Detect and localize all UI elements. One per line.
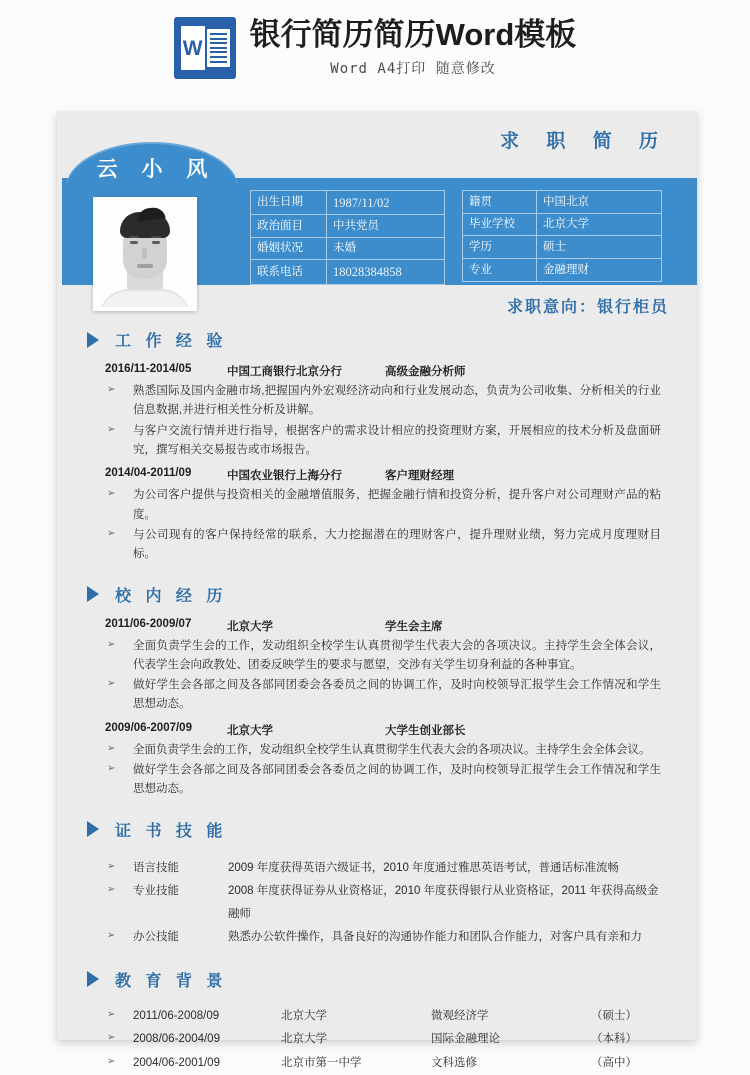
entry-date: 2016/11-2014/05 (105, 363, 192, 375)
info-row (251, 237, 445, 260)
resume-page (57, 112, 697, 1069)
section-title-campus: 校 内 经 历 (115, 587, 228, 605)
education-school: 北京大学 (281, 1009, 327, 1022)
info-row (463, 191, 662, 214)
triangle-icon (87, 821, 99, 837)
skill-description: 2009 年度获得英语六级证书，2010 年度通过雅思英语考试，普通话标准流畅 (228, 861, 620, 874)
entry-date: 2011/06-2009/07 (105, 617, 192, 630)
skill-description: 2008 年度获得证券从业资格证，2010 年度获得银行从业资格证，2011 年获得高级金融师 (228, 884, 659, 921)
info-row (251, 215, 445, 238)
section-campus-experience (57, 583, 697, 800)
entry-date: 2014/04-2011/09 (105, 467, 192, 480)
triangle-icon (87, 332, 99, 348)
education-row (105, 1028, 667, 1052)
education-major: 微观经济学 (431, 1009, 489, 1022)
info-label: 婚姻状况 (251, 237, 327, 260)
education-row-list (57, 1003, 697, 1075)
info-value: 中共党员 (327, 215, 445, 238)
entry-header (57, 467, 697, 483)
section-certificates-skills (57, 818, 697, 950)
entry-header (57, 618, 697, 634)
page-subtitle: Word A4打印 随意修改 (330, 60, 496, 77)
section-title-skills: 证 书 技 能 (115, 822, 228, 840)
bullet-item: ➢ 做好学生会各部之间及各部同团委会各委员之间的协调工作，及时向校领导汇报学生会工作情况和学生思想动态。 (105, 761, 661, 800)
skill-row (105, 857, 667, 880)
word-logo-letter-panel (181, 26, 205, 70)
entry-role: 大学生创业部长 (385, 724, 466, 737)
bullet-item: ➢ 与公司现有的客户保持经常的联系，大力挖掘潜在的理财客户，提升理财业绩，努力完成月度理财目标。 (105, 526, 661, 565)
page-title: 银行简历简历Word模板 (249, 17, 577, 53)
skill-name: ➢ 专业技能 (133, 884, 179, 897)
bullet-item: ➢ 熟悉国际及国内金融市场,把握国内外宏观经济动向和行业发展动态，负责为公司收集、分析相关的行业信息数据,并进行相关性分析及讲解。 (105, 382, 661, 421)
promo-title-block (250, 18, 577, 78)
section-header-work (57, 328, 697, 351)
education-school: 北京市第一中学 (281, 1056, 362, 1069)
info-value: 1987/11/02 (327, 191, 445, 215)
info-label: 学历 (463, 236, 537, 259)
education-school: 北京大学 (281, 1033, 327, 1046)
entry-bullet-list (57, 382, 697, 460)
word-logo-letter: W (182, 36, 203, 60)
skill-row (105, 926, 667, 949)
resume-header (57, 112, 697, 316)
info-value: 18028384858 (327, 260, 445, 284)
education-major: 国际金融理论 (431, 1033, 500, 1046)
info-row (251, 191, 445, 215)
info-label: 籍贯 (463, 191, 537, 214)
skill-description: 熟悉办公软件操作，具备良好的沟通协作能力和团队合作能力，对客户具有亲和力 (228, 931, 642, 944)
education-degree: （本科） (591, 1033, 637, 1046)
entry-bullet-list (57, 486, 697, 564)
personal-info-tables (57, 112, 697, 310)
bullet-item: ➢ 为公司客户提供与投资相关的金融增值服务，把握金融行情和投资分析，提升客户对公司理财产品的粘度。 (105, 486, 661, 525)
info-label: 专业 (463, 259, 537, 282)
entry-role: 高级金融分析师 (385, 366, 466, 378)
word-logo-document-icon (207, 29, 230, 67)
info-row (463, 259, 662, 282)
info-value: 金融理财 (537, 259, 662, 282)
education-date: ➢ 2011/06-2008/09 (133, 1009, 220, 1022)
personal-info-table-left (250, 190, 445, 285)
work-entry-list (57, 363, 697, 565)
word-logo-icon (174, 17, 236, 79)
info-label: 政治面目 (251, 215, 327, 238)
info-row (463, 236, 662, 259)
info-value: 中国北京 (537, 191, 662, 214)
entry-bullet-list (57, 637, 697, 715)
campus-entry-list (57, 618, 697, 800)
education-degree: （硕士） (591, 1009, 637, 1022)
triangle-icon (87, 971, 99, 987)
job-objective: 求职意向：银行柜员 (506, 299, 669, 316)
info-label: 出生日期 (251, 191, 327, 215)
skill-name: ➢ 语言技能 (133, 861, 179, 874)
education-row (105, 1005, 667, 1029)
education-date: ➢ 2008/06-2004/09 (133, 1033, 220, 1046)
triangle-icon (87, 586, 99, 602)
template-promo-banner (0, 0, 750, 100)
entry-organization: 北京大学 (227, 724, 273, 737)
bullet-item: ➢ 全面负责学生会的工作，发动组织全校学生认真贯彻学生代表大会的各项决议。主持学生会全体会议。 (105, 741, 661, 760)
entry-header (57, 722, 697, 738)
info-label: 联系电话 (251, 260, 327, 284)
skill-row-list (57, 853, 697, 950)
skill-row (105, 880, 667, 926)
resume-doc-title: 求 职 简 历 (500, 131, 669, 152)
bullet-item: ➢ 做好学生会各部之间及各部同团委会各委员之间的协调工作，及时向校领导汇报学生会工作情况和学生思想动态。 (105, 676, 661, 715)
section-title-work: 工 作 经 验 (115, 333, 228, 350)
info-value: 硕士 (537, 236, 662, 259)
section-education-background (57, 968, 697, 1075)
info-row (251, 260, 445, 284)
education-row (105, 1052, 667, 1075)
education-major: 文科选修 (431, 1056, 477, 1069)
skill-name: ➢ 办公技能 (133, 931, 179, 944)
entry-organization: 中国工商银行北京分行 (227, 366, 342, 378)
education-date: ➢ 2004/06-2001/09 (133, 1056, 220, 1069)
entry-role: 客户理财经理 (385, 470, 454, 483)
entry-header (57, 363, 697, 379)
bullet-item: ➢ 与客户交流行情并进行指导，根据客户的需求设计相应的投资理财方案，开展相应的技术分析及盘面研究，撰写相关交易报告或市场报告。 (105, 422, 661, 461)
info-row (463, 213, 662, 236)
section-work-experience (57, 328, 697, 565)
bullet-item: ➢ 全面负责学生会的工作，发动组织全校学生认真贯彻学生代表大会的各项决议。主持学生会全体会议，代表学生会向政教处、团委反映学生的要求与愿望，交涉有关学生切身利益的各种事宜。 (105, 637, 661, 676)
info-value: 未婚 (327, 237, 445, 260)
personal-info-table-right (462, 190, 662, 282)
entry-role: 学生会主席 (385, 620, 443, 633)
entry-date: 2009/06-2007/09 (105, 721, 192, 734)
section-header-skills (57, 818, 697, 841)
section-title-education: 教 育 背 景 (115, 972, 228, 990)
info-value: 北京大学 (537, 213, 662, 236)
promo-banner-inner (174, 17, 577, 79)
resume-body (57, 328, 697, 1075)
section-header-campus (57, 583, 697, 606)
education-degree: （高中） (591, 1056, 637, 1069)
section-header-education (57, 968, 697, 991)
entry-organization: 中国农业银行上海分行 (227, 470, 342, 483)
entry-organization: 北京大学 (227, 620, 273, 633)
info-label: 毕业学校 (463, 213, 537, 236)
candidate-name: 云 小 风 (96, 158, 217, 181)
entry-bullet-list (57, 741, 697, 800)
